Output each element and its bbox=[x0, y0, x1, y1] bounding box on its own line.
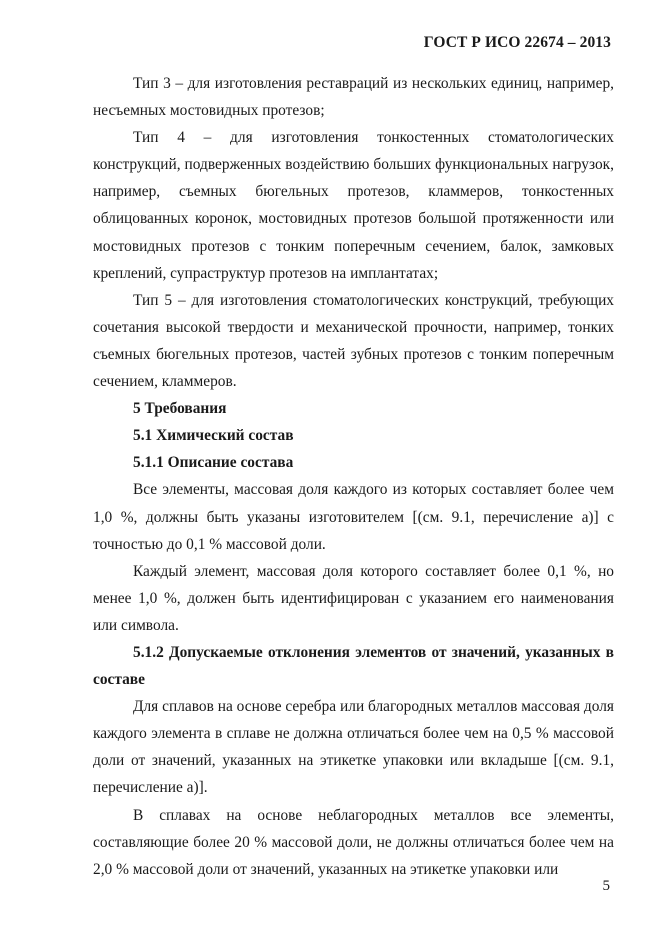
section-heading-composition-description: 5.1.1 Описание состава bbox=[133, 454, 294, 472]
document-code-header: ГОСТ Р ИСО 22674 – 2013 bbox=[423, 34, 611, 51]
section-heading-chemical-composition: 5.1 Химический состав bbox=[133, 427, 294, 445]
paragraph-elements-over-1-percent: Все элементы, массовая доля каждого из которых составляет более чем 1,0 %, должны быть указаны изготовителем [(см. 9.1, перечисление а)] с точностью до 0,1 % массовой доли. bbox=[93, 481, 614, 553]
page-number: 5 bbox=[602, 878, 610, 894]
paragraph-type-4: Тип 4 – для изготовления тонкостенных стоматологических конструкций, подверженных воздействию больших функциональных нагрузок, например, съемных бюгельных протезов, кламмеров, тонкостенных облицованных коронок, мостовидных протезов большой протяженности или мостовидных протезов с тонким поперечным сечением, балок, замковых креплений, супраструктур протезов на имплантатах; bbox=[93, 129, 614, 282]
paragraph-type-3: Тип 3 – для изготовления реставраций из нескольких единиц, например, несъемных мостовидных протезов; bbox=[93, 75, 614, 120]
page-body bbox=[93, 70, 614, 883]
section-heading-permissible-deviations: 5.1.2 Допускаемые отклонения элементов от значений, указанных в составе bbox=[93, 643, 614, 689]
paragraph-base-metal-alloys-deviation: В сплавах на основе неблагородных металлов все элементы, составляющие более 20 % массовой доли, не должны отличаться более чем на 2,0 % массовой доли от значений, указанных на этикетке упаковки или bbox=[93, 806, 614, 878]
paragraph-type-5: Тип 5 – для изготовления стоматологических конструкций, требующих сочетания высокой твердости и механической прочности, например, тонких съемных бюгельных протезов, частей зубных протезов с тонким поперечным сечением, кламмеров. bbox=[93, 291, 614, 391]
section-heading-requirements: 5 Требования bbox=[133, 400, 227, 418]
paragraph-noble-alloys-deviation: Для сплавов на основе серебра или благородных металлов массовая доля каждого элемента в сплаве не должна отличаться более чем на 0,5 % массовой доли от значений, указанных на этикетке упаковки или вкладыше [(см. 9.1, перечисление а)]. bbox=[93, 698, 614, 797]
paragraph-elements-0-1-to-1-percent: Каждый элемент, массовая доля которого составляет более 0,1 %, но менее 1,0 %, должен быть идентифицирован с указанием его наименования или символа. bbox=[93, 562, 614, 634]
